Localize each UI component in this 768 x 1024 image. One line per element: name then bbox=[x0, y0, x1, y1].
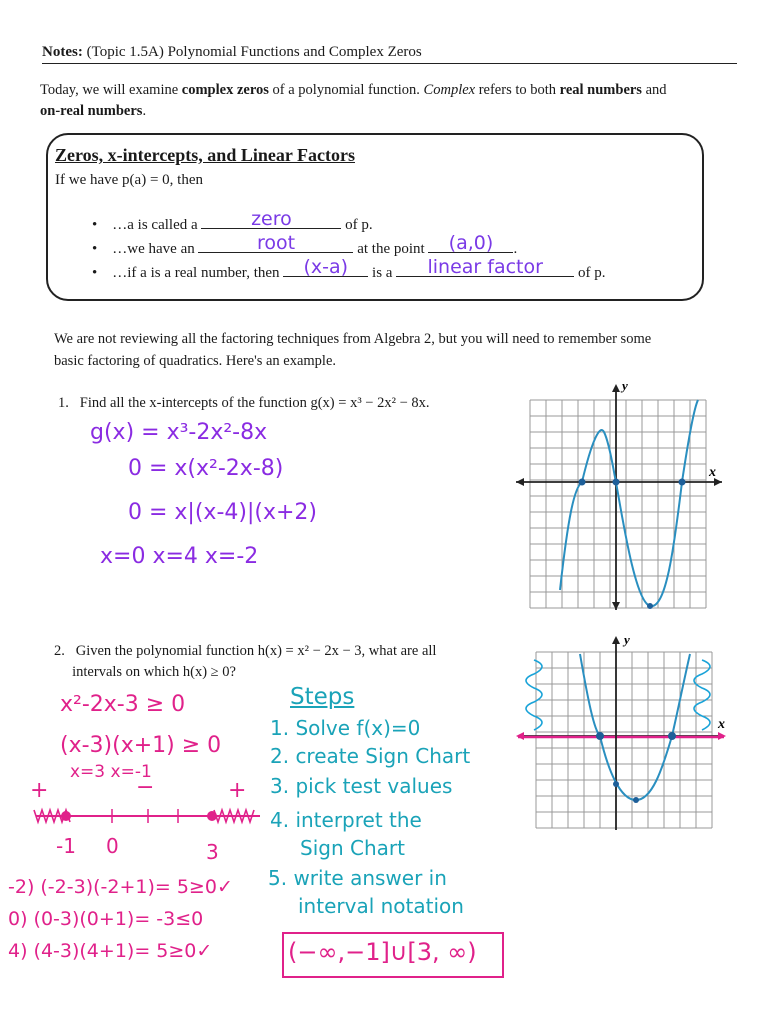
q2-work-1: x²-2x-3 ≥ 0 bbox=[60, 692, 186, 717]
answer-interval: (−∞,−1]∪[3, ∞) bbox=[288, 938, 477, 966]
q2-graph bbox=[512, 630, 730, 836]
intro-text-3: refers to both bbox=[478, 82, 557, 98]
q1-root-4 bbox=[679, 479, 686, 486]
fill-factor: (x-a) bbox=[303, 256, 349, 278]
b2-mid: at the point bbox=[357, 241, 425, 257]
closed-dot-3 bbox=[207, 811, 217, 821]
q2-y-label: y bbox=[624, 632, 630, 647]
intro-text-4: and bbox=[645, 82, 667, 98]
intro-paragraph bbox=[40, 80, 720, 122]
test-value-0: 0) (0-3)(0+1)= -3≤0 bbox=[8, 908, 204, 930]
test-value-4: 4) (4-3)(4+1)= 5≥0✓ bbox=[8, 940, 213, 962]
intro-text-1: Today, we will examine bbox=[40, 82, 179, 98]
para-line-1: We are not reviewing all the factoring techniques from Algebra 2, but you will need to remember some bbox=[54, 331, 652, 347]
intro-bold-1: complex zeros bbox=[181, 82, 269, 98]
q1-number: 1. bbox=[58, 395, 69, 411]
q1-curve bbox=[560, 400, 698, 606]
q2-text-2: intervals on which h(x) ≥ 0? bbox=[72, 664, 236, 680]
q1-y-arrow bbox=[612, 384, 620, 392]
nl-label-0: 0 bbox=[106, 834, 119, 858]
question-2 bbox=[54, 641, 436, 683]
fill-linear: linear factor bbox=[427, 256, 543, 278]
number-line bbox=[28, 800, 268, 834]
q2-shade-left bbox=[526, 660, 542, 730]
q1-work-3: 0 = x|(x-4)|(x+2) bbox=[128, 500, 317, 525]
nl-label-neg1: -1 bbox=[56, 834, 76, 858]
q2-x-label: x bbox=[718, 717, 725, 732]
q2-parabola bbox=[580, 654, 690, 800]
sign-minus: − bbox=[136, 775, 155, 800]
q2-work-3: x=3 x=-1 bbox=[70, 762, 152, 782]
step-5: 5. write answer in bbox=[268, 866, 447, 890]
step-5-cont: interval notation bbox=[298, 894, 464, 918]
blank-zero bbox=[201, 208, 341, 230]
q1-y-arrow-down bbox=[612, 602, 620, 610]
para-line-2: basic factoring of quadratics. Here's an example. bbox=[54, 353, 337, 369]
intro-bold-2: real numbers bbox=[559, 82, 642, 98]
fill-point: (a,0) bbox=[448, 232, 494, 254]
intro-text-5: . bbox=[142, 103, 147, 119]
notes-label: Notes: bbox=[42, 44, 83, 60]
nl-label-3: 3 bbox=[206, 840, 219, 864]
step-4-cont: Sign Chart bbox=[300, 836, 405, 860]
q2-x-arrow bbox=[718, 732, 726, 740]
notes-header bbox=[42, 44, 737, 64]
q1-y-label: y bbox=[622, 378, 628, 393]
notes-topic: (Topic 1.5A) Polynomial Functions and Complex Zeros bbox=[86, 44, 422, 60]
step-4: 4. interpret the bbox=[270, 808, 422, 832]
step-3: 3. pick test values bbox=[270, 774, 453, 798]
q1-root-neg2 bbox=[579, 479, 586, 486]
test-value-neg2: -2) (-2-3)(-2+1)= 5≥0✓ bbox=[8, 876, 233, 898]
box-subtitle: If we have p(a) = 0, then bbox=[55, 172, 203, 188]
q2-root-neg1 bbox=[596, 732, 604, 740]
factoring-paragraph bbox=[54, 328, 734, 372]
fill-zero: zero bbox=[251, 208, 292, 230]
intro-text-2: of a polynomial function. bbox=[272, 82, 420, 98]
q1-root-0 bbox=[613, 479, 620, 486]
closed-dot-neg1 bbox=[61, 811, 71, 821]
q1-x-label: x bbox=[709, 465, 716, 480]
q2-work-2: (x-3)(x+1) ≥ 0 bbox=[60, 733, 222, 758]
q2-text-1: Given the polynomial function h(x) = x² − 2x − 3, what are all bbox=[75, 643, 437, 659]
q1-text: Find all the x-intercepts of the function g(x) = x³ − 2x² − 8x. bbox=[79, 395, 430, 411]
bullet-root: • …we have an root at the point (a,0) . bbox=[92, 232, 518, 257]
step-1: 1. Solve f(x)=0 bbox=[270, 716, 421, 740]
sign-plus-left: + bbox=[30, 778, 49, 803]
q2-number: 2. bbox=[54, 643, 65, 659]
blank-root bbox=[198, 232, 353, 254]
bullet-zero: • …a is called a zero of p. bbox=[92, 208, 373, 233]
q1-x-arrow-left bbox=[516, 478, 524, 486]
q1-work-1: g(x) = x³-2x²-8x bbox=[90, 420, 268, 445]
blank-point bbox=[428, 232, 513, 254]
q1-work-2: 0 = x(x²-2x-8) bbox=[128, 456, 284, 481]
bullet-linear: • …if a is a real number, then (x-a) is a linear factor of p. bbox=[92, 256, 606, 281]
step-2: 2. create Sign Chart bbox=[270, 744, 471, 768]
q2-vertex bbox=[633, 797, 639, 803]
q2-y-arrow bbox=[612, 636, 620, 644]
intro-italic: Complex bbox=[423, 82, 476, 98]
intro-bold-3: on-real numbers bbox=[40, 103, 143, 119]
blank-factor bbox=[283, 256, 368, 278]
q2-y-intercept bbox=[613, 781, 619, 787]
b2-pre: …we have an bbox=[112, 241, 195, 257]
b1-post: of p. bbox=[345, 217, 373, 233]
q2-x-arrow-left bbox=[516, 732, 524, 740]
b2-post: . bbox=[513, 241, 518, 257]
b3-pre: …if a is a real number, then bbox=[112, 265, 280, 281]
steps-title: Steps bbox=[290, 684, 355, 710]
question-1 bbox=[58, 393, 430, 414]
sign-plus-right: + bbox=[228, 778, 247, 803]
b3-post: of p. bbox=[577, 265, 606, 281]
q1-graph bbox=[510, 378, 730, 618]
b3-mid: is a bbox=[372, 265, 393, 281]
blank-linear bbox=[396, 256, 574, 278]
q1-work-4: x=0 x=4 x=-2 bbox=[100, 544, 259, 569]
q2-root-3 bbox=[668, 732, 676, 740]
q1-min-point bbox=[647, 603, 653, 609]
box-title: Zeros, x-intercepts, and Linear Factors bbox=[55, 145, 355, 165]
fill-root: root bbox=[256, 232, 296, 254]
b1-pre: …a is called a bbox=[112, 217, 198, 233]
